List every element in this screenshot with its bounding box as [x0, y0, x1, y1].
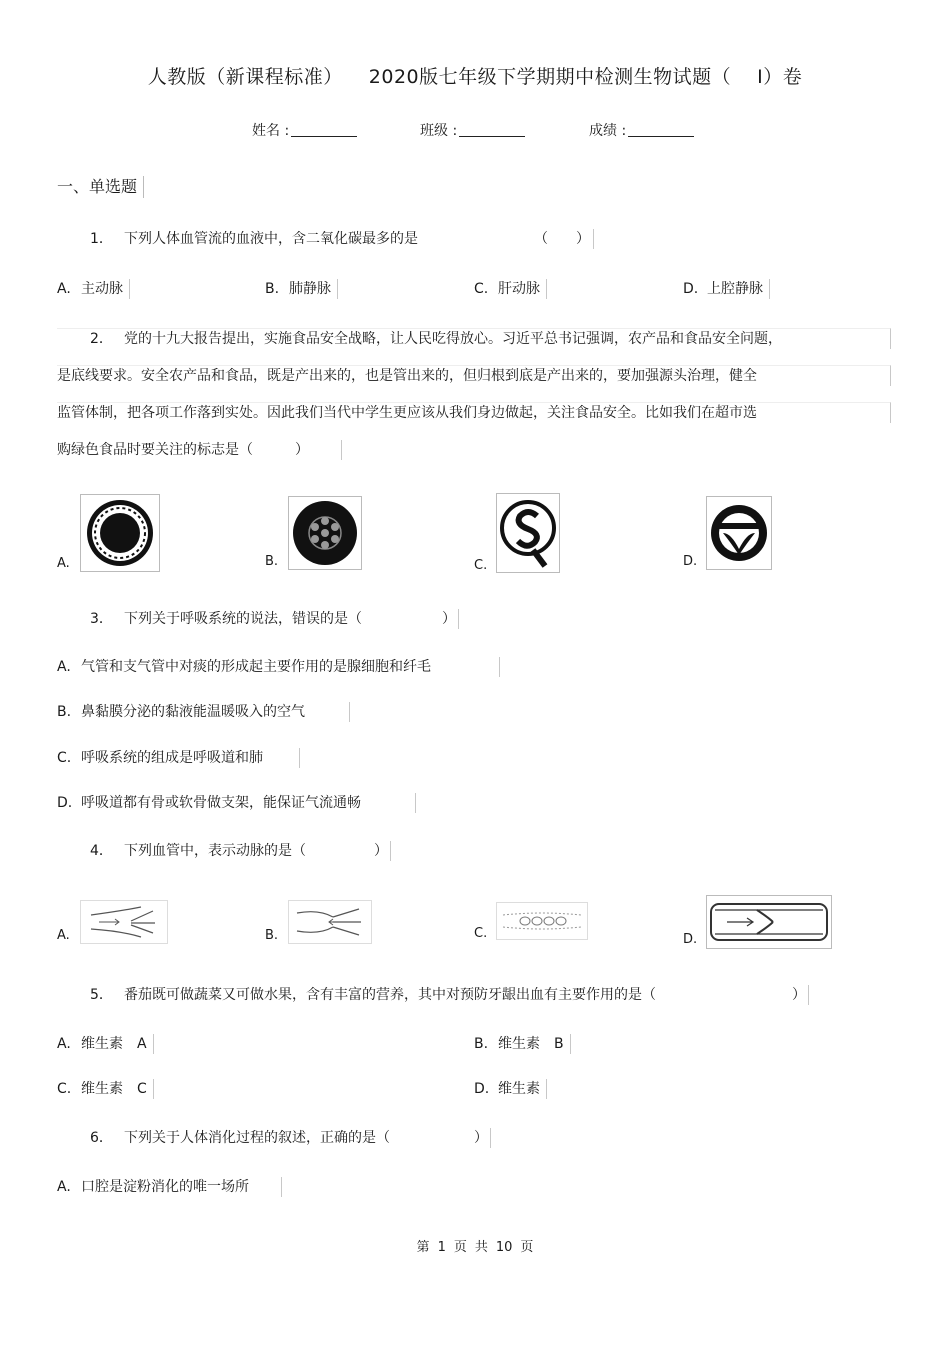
option-text: 维生素 A [81, 1036, 147, 1052]
option-1d[interactable] [683, 279, 770, 299]
option-5c[interactable] [57, 1079, 154, 1099]
question-number: 2． [90, 331, 113, 347]
question-number: 4． [90, 843, 113, 859]
option-4d-letter: D. [683, 932, 698, 947]
option-letter: A. [57, 1036, 71, 1052]
class-label: 班级 : [420, 123, 458, 139]
option-2d-letter: D. [683, 554, 698, 569]
question-number: 6． [90, 1130, 113, 1146]
option-text: 主动脉 [81, 281, 123, 297]
option-1c[interactable] [474, 279, 547, 299]
question-number: 3． [90, 611, 113, 627]
option-letter: B. [57, 704, 72, 720]
question-2-line-1 [57, 328, 891, 349]
question-2-line-2: 是底线要求。安全农产品和食品，既是产出来的，也是管出来的，但归根到底是产出来的，要加强源头治理，健全 [57, 365, 891, 386]
option-letter: A. [57, 281, 71, 297]
option-text: 维生素 [498, 1081, 540, 1097]
name-field[interactable] [252, 120, 357, 140]
answer-paren: ） [792, 987, 806, 1003]
branching-vessel-icon [81, 901, 167, 943]
option-4a[interactable] [80, 900, 168, 944]
question-text: 下列关于呼吸系统的说法，错误的是（ [124, 611, 362, 627]
option-letter: A. [57, 659, 71, 675]
footer-total-word: 共 [474, 1240, 488, 1255]
question-1 [90, 229, 594, 249]
option-2b[interactable] [288, 496, 362, 570]
option-text: 维生素 B [498, 1036, 564, 1052]
green-food-logo-icon [707, 497, 771, 569]
option-text: 气管和支气管中对痰的形成起主要作用的是腺细胞和纤毛 [81, 659, 431, 675]
question-4 [90, 841, 391, 861]
option-text: 肺静脉 [289, 281, 331, 297]
score-field[interactable] [589, 120, 694, 140]
footer-total-unit: 页 [520, 1240, 534, 1255]
question-number: 5． [90, 987, 113, 1003]
option-1a[interactable] [57, 279, 130, 299]
option-3b[interactable] [57, 702, 350, 722]
option-5b[interactable] [474, 1034, 571, 1054]
option-4c-letter: C. [474, 926, 488, 941]
option-5a[interactable] [57, 1034, 154, 1054]
title-part-3: I）卷 [757, 66, 803, 88]
question-3 [90, 609, 459, 629]
answer-paren: ） [374, 843, 388, 859]
page-footer [0, 1236, 950, 1255]
name-label: 姓名 : [252, 123, 290, 139]
capillary-icon [497, 903, 587, 939]
question-text: 番茄既可做蔬菜又可做水果，含有丰富的营养，其中对预防牙龈出血有主要作用的是（ [124, 987, 656, 1003]
option-3a[interactable] [57, 657, 500, 677]
option-1b[interactable] [265, 279, 338, 299]
option-4b[interactable] [288, 900, 372, 944]
page-title [0, 62, 950, 89]
option-letter: B. [474, 1036, 489, 1052]
option-3d[interactable] [57, 793, 416, 813]
section-heading: 一、单选题 [57, 176, 144, 198]
option-text: 维生素 C [81, 1081, 147, 1097]
answer-paren: ） [442, 611, 456, 627]
option-2a[interactable] [80, 494, 160, 572]
option-text: 呼吸道都有骨或软骨做支架，能保证气流通畅 [81, 795, 361, 811]
question-5 [90, 985, 809, 1005]
question-text: 党的十九大报告提出，实施食品安全战略，让人民吃得放心。习近平总书记强调，农产品和食品安全问题， [124, 331, 782, 347]
question-number: 1． [90, 231, 113, 247]
option-text: 上腔静脉 [707, 281, 763, 297]
option-2a-letter: A. [57, 556, 70, 571]
option-4d[interactable] [706, 895, 832, 949]
question-2-line-3: 监管体制，把各项工作落到实处。因此我们当代中学生更应该从我们身边做起，关注食品安全。比如我们在超市选 [57, 402, 891, 423]
answer-paren: ） [474, 1130, 488, 1146]
option-letter: D. [683, 281, 699, 297]
round-seal-logo-icon [81, 495, 159, 571]
option-2c[interactable] [496, 493, 560, 573]
answer-paren: （ ） [534, 231, 590, 247]
title-part-1: 人教版（新课程标准） [147, 66, 343, 88]
option-letter: C. [57, 1081, 72, 1097]
question-text: 下列血管中，表示动脉的是（ [124, 843, 306, 859]
option-letter: D. [57, 795, 73, 811]
option-4a-letter: A. [57, 928, 70, 943]
vessel-valve-icon [707, 896, 831, 948]
footer-page-unit: 页 [453, 1240, 467, 1255]
dotted-circle-logo-icon [289, 497, 361, 569]
question-6 [90, 1128, 491, 1148]
option-5d[interactable] [474, 1079, 547, 1099]
qs-logo-icon [497, 494, 559, 572]
converging-vessel-icon [289, 901, 371, 943]
footer-page-number: 1 [437, 1240, 446, 1255]
question-2-line-4: 购绿色食品时要关注的标志是（ ） [57, 440, 342, 460]
option-4c[interactable] [496, 902, 588, 940]
score-label: 成绩 : [589, 123, 627, 139]
option-4b-letter: B. [265, 928, 279, 943]
footer-page-word: 第 [416, 1240, 430, 1255]
option-2d[interactable] [706, 496, 772, 570]
option-3c[interactable] [57, 748, 300, 768]
option-2b-letter: B. [265, 554, 279, 569]
option-6a[interactable] [57, 1177, 282, 1197]
option-text: 鼻黏膜分泌的黏液能温暖吸入的空气 [81, 704, 305, 720]
option-text: 呼吸系统的组成是呼吸道和肺 [81, 750, 263, 766]
option-letter: D. [474, 1081, 490, 1097]
title-part-2: 2020版七年级下学期期中检测生物试题（ [368, 66, 732, 88]
footer-total-pages: 10 [495, 1240, 513, 1255]
option-letter: B. [265, 281, 280, 297]
class-field[interactable] [420, 120, 525, 140]
option-letter: C. [57, 750, 72, 766]
question-text: 下列关于人体消化过程的叙述，正确的是（ [124, 1130, 390, 1146]
option-text: 肝动脉 [498, 281, 540, 297]
question-text: 下列人体血管流的血液中，含二氧化碳最多的是 [124, 231, 418, 247]
option-letter: C. [474, 281, 489, 297]
option-text: 口腔是淀粉消化的唯一场所 [81, 1179, 249, 1195]
option-2c-letter: C. [474, 558, 488, 573]
option-letter: A. [57, 1179, 71, 1195]
